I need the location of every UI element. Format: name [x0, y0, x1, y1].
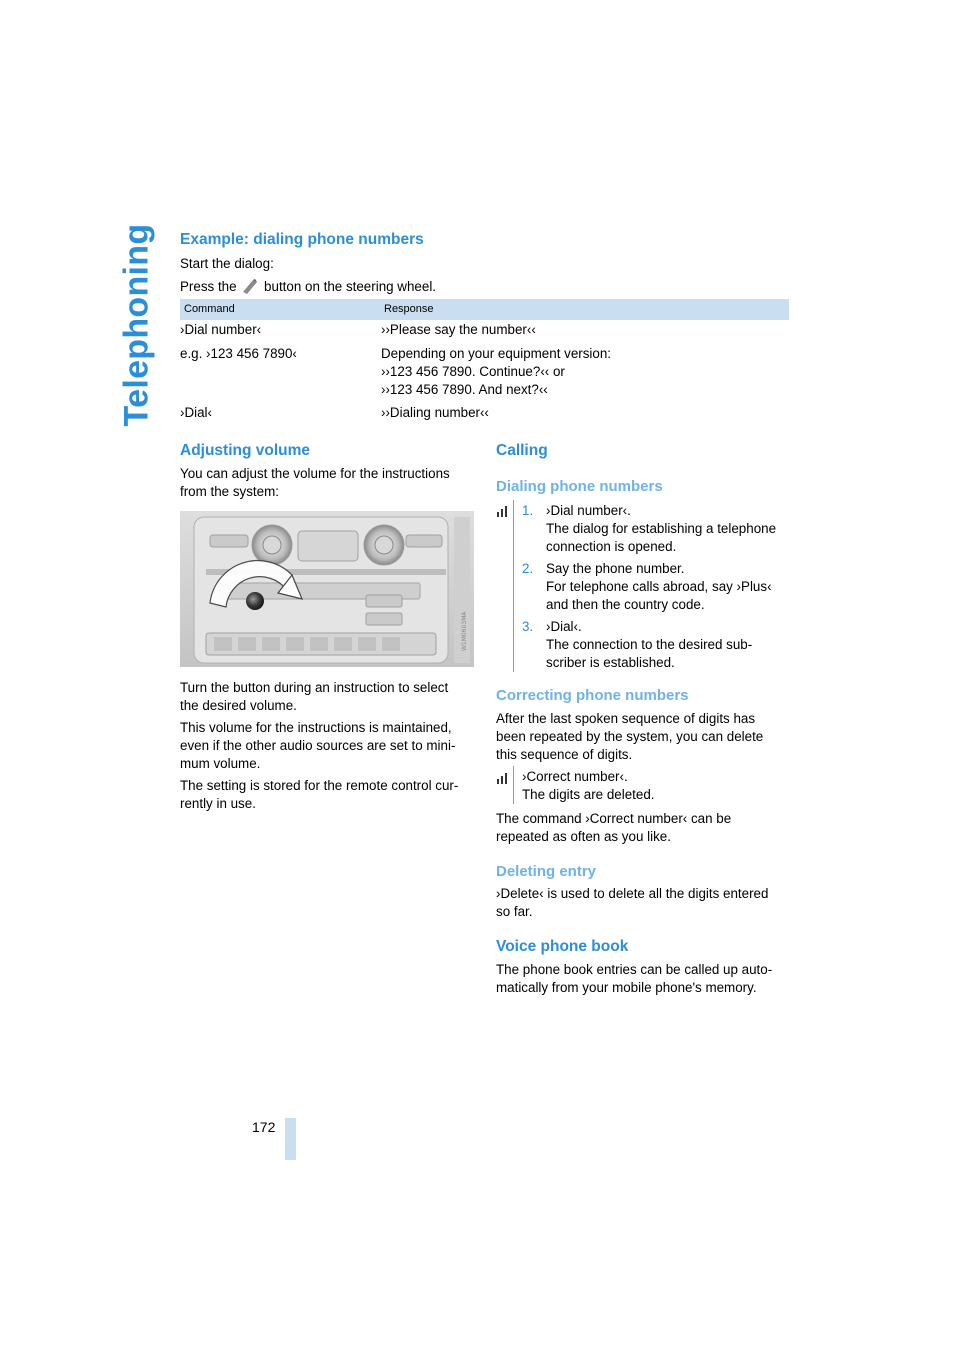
correct-command: ›Correct number‹.	[522, 769, 628, 784]
control-panel-drawing	[180, 511, 474, 667]
correcting-text-line: been repeated by the system, you can delete	[496, 729, 764, 744]
dialing-steps-box	[513, 500, 514, 672]
dashboard-volume-illustration	[180, 511, 474, 667]
volume-text-line: even if the other audio sources are set to mini-	[180, 738, 456, 753]
step-line: Say the phone number.	[546, 561, 685, 576]
volume-heading: Adjusting volume	[180, 442, 311, 459]
volume-intro-line: from the system:	[180, 484, 279, 499]
volume-text-line: The setting is stored for the remote control cur-	[180, 778, 459, 793]
phonebook-text-line: matically from your mobile phone's memory.	[496, 980, 757, 995]
table-row-command: ›Dial‹	[180, 405, 212, 420]
step-line: 1.	[522, 503, 534, 518]
step-line: scriber is established.	[546, 655, 675, 670]
table-row-response: ››Dialing number‹‹	[381, 405, 489, 420]
voice-button-icon	[240, 277, 260, 295]
correcting-text-line: The command ›Correct number‹ can be	[496, 811, 732, 826]
section-sidebar-title: Telephoning	[117, 223, 155, 427]
volume-text-line: mum volume.	[180, 756, 261, 771]
image-code: W1M0603MA	[461, 611, 468, 651]
step-line: 3.	[522, 619, 534, 634]
step-line: connection is opened.	[546, 539, 677, 554]
correct-result: The digits are deleted.	[522, 787, 655, 802]
step-line: The connection to the desired sub-	[546, 637, 753, 652]
volume-text-line: Turn the button during an instruction to select	[180, 680, 449, 695]
voice-command-icon	[495, 503, 511, 519]
calling-heading: Calling	[496, 442, 548, 459]
volume-text-line: rently in use.	[180, 796, 256, 811]
col-command: Command	[184, 303, 235, 315]
phonebook-text-line: The phone book entries can be called up auto-	[496, 962, 773, 977]
volume-intro-line: You can adjust the volume for the instructions	[180, 466, 450, 481]
volume-text-line: This volume for the instructions is maintained,	[180, 720, 452, 735]
table-row-response: ››123 456 7890. And next?‹‹	[381, 382, 548, 397]
example-intro: Start the dialog:	[180, 256, 274, 271]
step-line: For telephone calls abroad, say ›Plus‹	[546, 579, 772, 594]
voice-command-icon	[495, 770, 511, 786]
correct-cmd-box	[513, 766, 514, 804]
step-line: 2.	[522, 561, 534, 576]
deleting-heading: Deleting entry	[496, 863, 597, 880]
step-line: The dialog for establishing a telephone	[546, 521, 777, 536]
step-line: and then the country code.	[546, 597, 705, 612]
table-row-response: ››123 456 7890. Continue?‹‹ or	[381, 364, 565, 379]
table-row-response: Depending on your equipment version:	[381, 346, 612, 361]
page-marker-bar	[285, 1118, 296, 1160]
press-instruction: Press the button on the steering wheel.	[180, 279, 437, 294]
correcting-text-line: repeated as often as you like.	[496, 829, 671, 844]
phonebook-heading: Voice phone book	[496, 938, 629, 955]
step-line: ›Dial‹.	[546, 619, 582, 634]
correcting-text-line: this sequence of digits.	[496, 747, 633, 762]
step-line: ›Dial number‹.	[546, 503, 631, 518]
dialing-heading: Dialing phone numbers	[496, 478, 663, 495]
deleting-text-line: ›Delete‹ is used to delete all the digits entered	[496, 886, 769, 901]
table-row-response: ››Please say the number‹‹	[381, 322, 536, 337]
page-number: 172	[252, 1119, 276, 1135]
table-row-command: e.g. ›123 456 7890‹	[180, 346, 297, 361]
col-response: Response	[384, 303, 434, 315]
command-table-header	[180, 299, 789, 320]
correcting-heading: Correcting phone numbers	[496, 687, 689, 704]
correcting-text-line: After the last spoken sequence of digits has	[496, 711, 756, 726]
volume-text-line: the desired volume.	[180, 698, 297, 713]
example-heading: Example: dialing phone numbers	[180, 231, 424, 248]
table-row-command: ›Dial number‹	[180, 322, 262, 337]
deleting-text-line: so far.	[496, 904, 533, 919]
